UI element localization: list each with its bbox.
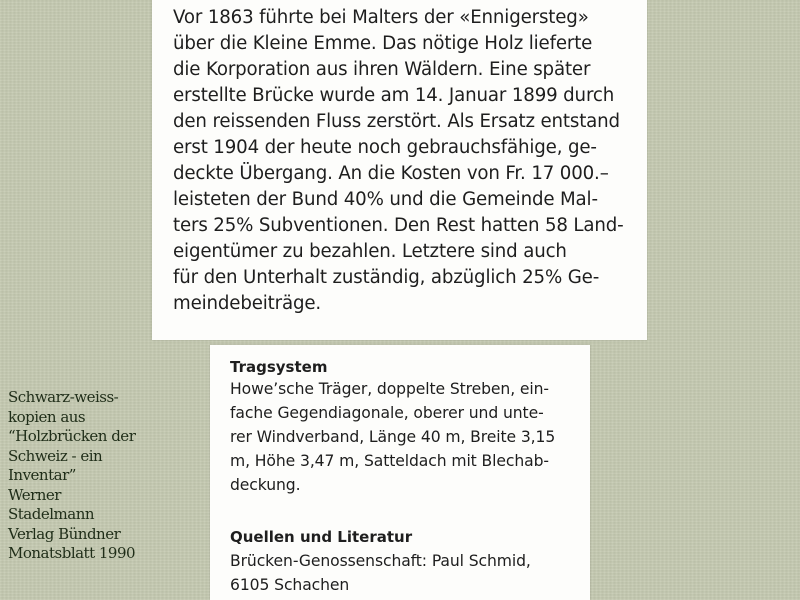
- caption-line: Inventar”: [8, 466, 76, 484]
- quellen-text-line: 6105 Schachen: [230, 576, 350, 594]
- source-caption: [8, 388, 158, 564]
- history-text-line: leisteten der Bund 40% und die Gemeinde Mal-: [173, 189, 598, 210]
- caption-line: Schweiz - ein: [8, 446, 103, 465]
- history-clipping: [152, 0, 647, 340]
- history-text-line: den reissenden Fluss zerstört. Als Ersatz entstand: [173, 111, 620, 132]
- tragsystem-text-line: deckung.: [230, 476, 301, 494]
- caption-line: Verlag Bündner: [8, 524, 121, 543]
- details-clipping: [210, 345, 590, 600]
- history-text-line: ters 25% Subventionen. Den Rest hatten 58 Land-: [173, 215, 624, 236]
- caption-line: Stadelmann: [8, 505, 95, 523]
- quellen-text-line: Brücken-Genossenschaft: Paul Schmid,: [230, 552, 531, 570]
- history-text-line: die Korporation aus ihren Wäldern. Eine später: [173, 59, 591, 80]
- caption-line: kopien aus: [8, 407, 86, 426]
- history-text-line: über die Kleine Emme. Das nötige Holz lieferte: [173, 33, 593, 54]
- caption-line: Schwarz-weiss-: [8, 388, 119, 406]
- history-text-line: für den Unterhalt zuständig, abzüglich 25% Ge-: [173, 267, 600, 288]
- caption-line: Werner: [8, 485, 61, 504]
- tragsystem-text-line: fache Gegendiagonale, oberer und unte-: [230, 404, 544, 422]
- caption-line: Monatsblatt 1990: [8, 544, 136, 562]
- tragsystem-text-line: Howe’sche Träger, doppelte Streben, ein-: [230, 380, 549, 398]
- tragsystem-heading: Tragsystem: [230, 358, 328, 376]
- tragsystem-text-line: m, Höhe 3,47 m, Satteldach mit Blechab-: [230, 452, 549, 470]
- history-text-line: deckte Übergang. An die Kosten von Fr. 17 000.–: [173, 163, 609, 184]
- quellen-heading: Quellen und Literatur: [230, 528, 413, 546]
- history-text-line: eigentümer zu bezahlen. Letztere sind auch: [173, 241, 567, 262]
- history-text-line: Vor 1863 führte bei Malters der «Ennigersteg»: [173, 7, 589, 28]
- history-text-line: erstellte Brücke wurde am 14. Januar 1899 durch: [173, 85, 615, 106]
- caption-line: “Holzbrücken der: [8, 427, 136, 445]
- tragsystem-text-line: rer Windverband, Länge 40 m, Breite 3,15: [230, 428, 556, 446]
- history-text-line: meindebeiträge.: [173, 293, 322, 314]
- history-text-line: erst 1904 der heute noch gebrauchsfähige, ge-: [173, 137, 597, 158]
